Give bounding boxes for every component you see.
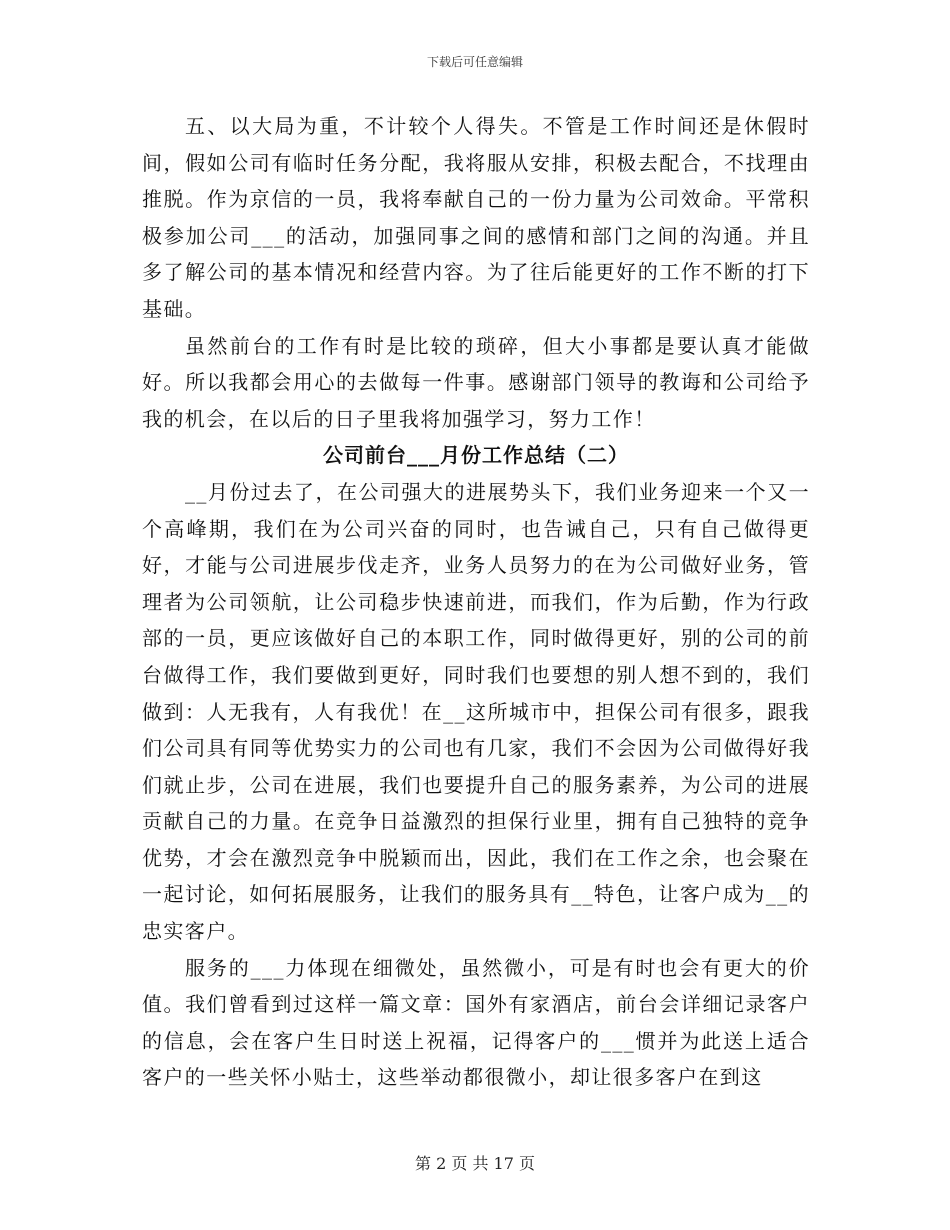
paragraph-4: 服务的___力体现在细微处，虽然微小，可是有时也会有更大的价值。我们曾看到过这样一篇文章：国外有家酒店，前台会详细记录客户的信息，会在客户生日时送上祝福，记得客户的___惯并为此送上适合客户的一些关怀小贴士，这些举动都很微小，却让很多客户在到这 bbox=[142, 955, 810, 1090]
section-title: 公司前台___月份工作总结（二） bbox=[323, 443, 629, 468]
page-header-note: 下载后可任意编辑 bbox=[426, 55, 523, 69]
paragraph-1: 五、以大局为重，不计较个人得失。不管是工作时间还是休假时间，假如公司有临时任务分配，我将服从安排，积极去配合，不找理由推脱。作为京信的一员，我将奉献自己的一份力量为公司效命。平常积极参加公司___的活动，加强同事之间的感情和部门之间的沟通。并且多了解公司的基本情况和经营内容。为了往后能更好的工作不断的打下基础。 bbox=[142, 114, 810, 321]
document-body bbox=[142, 108, 810, 1096]
paragraph-2: 虽然前台的工作有时是比较的琐碎，但大小事都是要认真才能做好。所以我都会用心的去做每一件事。感谢部门领导的教诲和公司给予我的机会，在以后的日子里我将加强学习，努力工作！ bbox=[142, 333, 810, 431]
page-number-footer: 第 2 页 共 17 页 bbox=[415, 1154, 535, 1173]
paragraph-3: __月份过去了，在公司强大的进展势头下，我们业务迎来一个又一个高峰期，我们在为公司兴奋的同时，也告诫自己，只有自己做得更好，才能与公司进展步伐走齐，业务人员努力的在为公司做好业务，管理者为公司领航，让公司稳步快速前进，而我们，作为后勤，作为行政部的一员，更应该做好自己的本职工作，同时做得更好，别的公司的前台做得工作，我们要做到更好，同时我们也要想的别人想不到的，我们做到：人无我有，人有我优！在__这所城市中，担保公司有很多，跟我们公司具有同等优势实力的公司也有几家，我们不会因为公司做得好我们就止步，公司在进展，我们也要提升自己的服务素养，为公司的进展贡献自己的力量。在竞争日益激烈的担保行业里，拥有自己独特的竞争优势，才会在激烈竞争中脱颖而出，因此，我们在工作之余，也会聚在一起讨论，如何拓展服务，让我们的服务具有__特色，让客户成为__的忠实客户。 bbox=[142, 479, 810, 944]
